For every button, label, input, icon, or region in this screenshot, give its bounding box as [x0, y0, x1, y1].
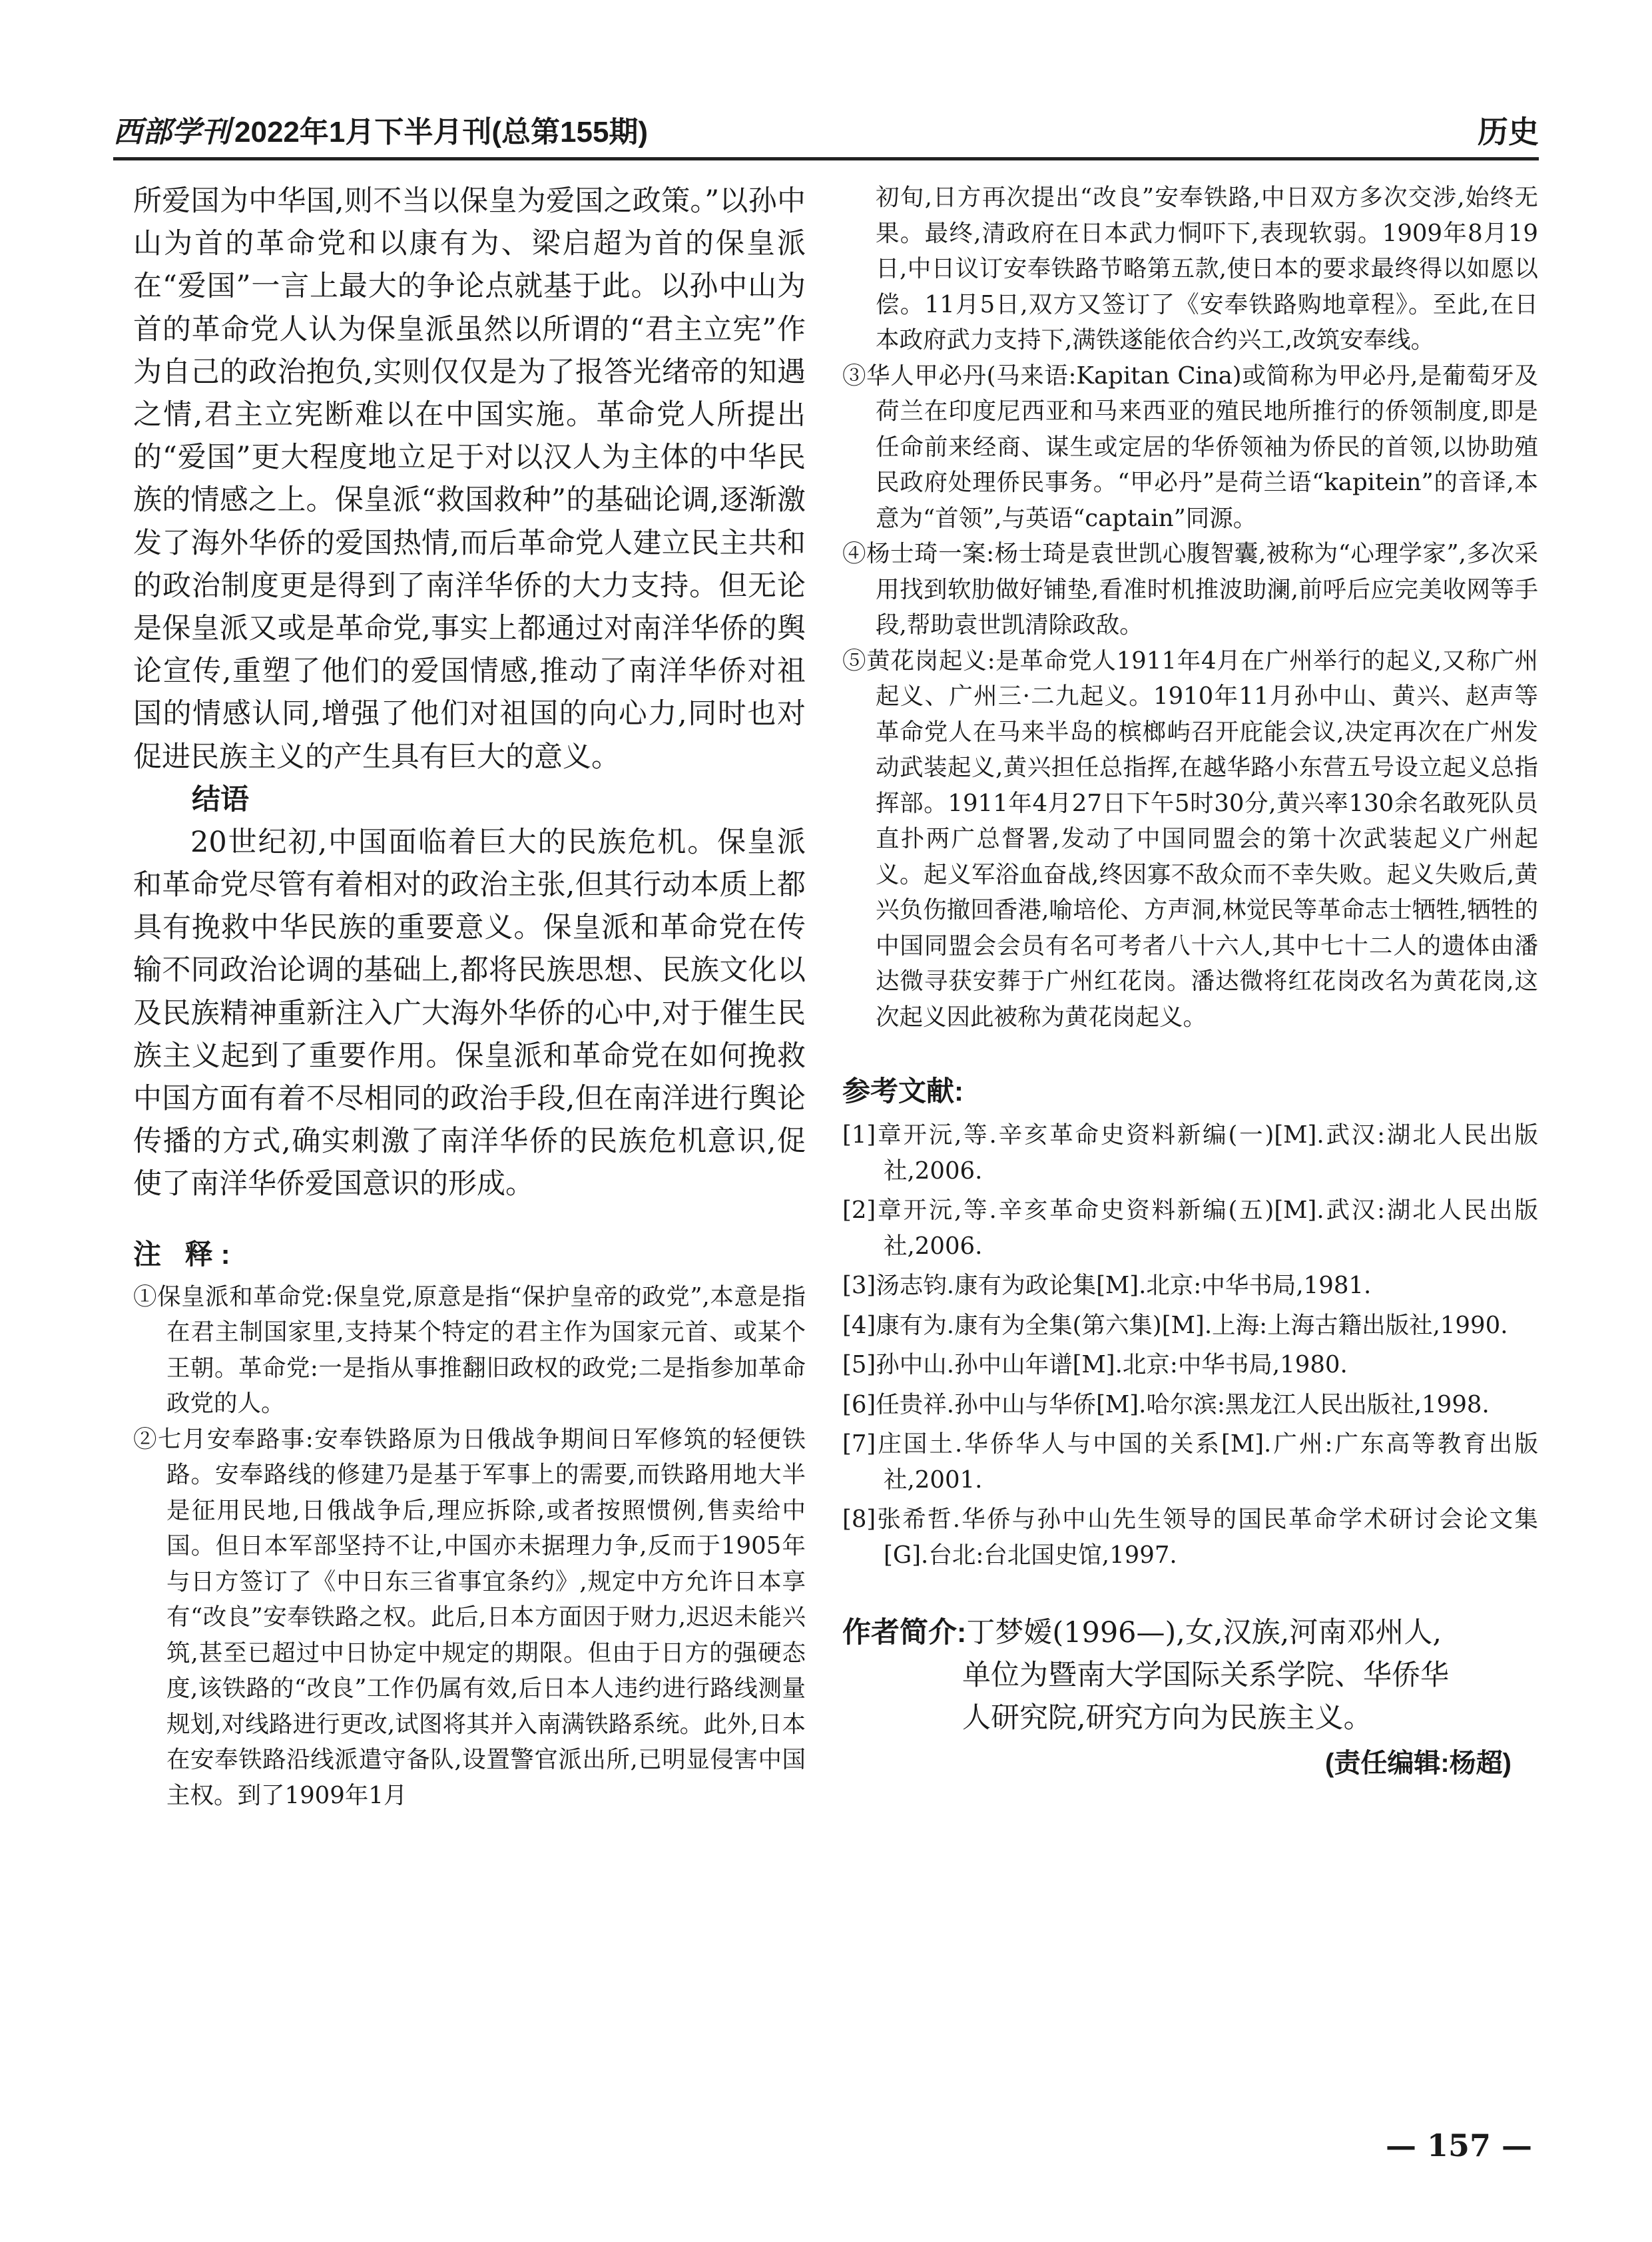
editor-credit: (责任编辑:杨超)	[1325, 1749, 1512, 1778]
note-item: ⑤黄花岗起义:是革命党人1911年4月在广州举行的起义,又称广州起义、广州三·二九起义。1910年11月孙中山、黄兴、赵声等革命党人在马来半岛的槟榔屿召开庇能会议,决定再次在广州发动武装起义,黄兴担任总指挥,在越华路小东营五号设立起义总指挥部。1911年4月27日下午5时30分,黄兴率130余名敢死队员直扑两广总督署,发动了中国同盟会的第十次武装起义广州起义。起义军浴血奋战,终因寡不敌众而不幸失败。起义失败后,黄兴负伤撤回香港,喻培伦、方声洞,林觉民等革命志士牺牲,牺牲的中国同盟会会员有名可考者八十六人,其中七十二人的遗体由潘达微寻获安葬于广州红花岗。潘达微将红花岗改名为黄花岗,这次起义因此被称为黄花岗起义。	[842, 647, 1538, 1031]
conclusion-heading: 结语	[192, 782, 249, 816]
notes-title: 注 释:	[133, 1238, 238, 1270]
author-line: 单位为暨南大学国际关系学院、华侨华	[962, 1659, 1449, 1692]
note-item: ④杨士琦一案:杨士琦是袁世凯心腹智囊,被称为“心理学家”,多次采用找到软肋做好铺垫,看准时机推波助澜,前呼后应完美收网等手段,帮助袁世凯清除政敌。	[842, 540, 1538, 639]
conclusion-paragraph: 20世纪初,中国面临着巨大的民族危机。保皇派和革命党尽管有着相对的政治主张,但其行动本质上都具有挽救中华民族的重要意义。保皇派和革命党在传输不同政治论调的基础上,都将民族思想、民族文化以及民族精神重新注入广大海外华侨的心中,对于催生民族主义起到了重要作用。保皇派和革命党在如何挽救中国方面有着不尽相同的政治手段,但在南洋进行舆论传播的方式,确实刺激了南洋华侨的民族危机意识,促使了南洋华侨爱国意识的形成。	[133, 825, 806, 1201]
reference-item: [8]张希哲.华侨与孙中山先生领导的国民革命学术研讨会论文集[G].台北:台北国史馆,1997.	[842, 1506, 1538, 1569]
reference-item: [4]康有为.康有为全集(第六集)[M].上海:上海古籍出版社,1990.	[842, 1311, 1508, 1339]
author-line: 丁梦嫒(1996—),女,汉族,河南邓州人,	[966, 1616, 1442, 1649]
reference-item: [7]庄国土.华侨华人与中国的关系[M].广州:广东高等教育出版社,2001.	[842, 1430, 1538, 1494]
references-title: 参考文献:	[842, 1075, 964, 1107]
note-item: ②七月安奉路事:安奉铁路原为日俄战争期间日军修筑的轻便铁路。安奉路线的修建乃是基于军事上的需要,而铁路用地大半是征用民地,日俄战争后,理应拆除,或者按照惯例,售卖给中国。但日本军部坚持不让,中国亦未据理力争,反而于1905年与日方签订了《中日东三省事宜条约》,规定中方允许日本享有“改良”安奉铁路之权。此后,日本方面因于财力,迟迟未能兴筑,甚至已超过中日协定中规定的期限。但由于日方的强硬态度,该铁路的“改良”工作仍属有效,后日本人违约进行路线测量规划,对线路进行更改,试图将其并入南满铁路系统。此外,日本在安奉铁路沿线派遣守备队,设置警官派出所,已明显侵害中国主权。到了1909年1月	[133, 1425, 806, 1809]
right-column	[842, 180, 1538, 2058]
reference-item: [2]章开沅,等.辛亥革命史资料新编(五)[M].武汉:湖北人民出版社,2006.	[842, 1197, 1538, 1260]
note-item: ①保皇派和革命党:保皇党,原意是指“保护皇帝的政党”,本意是指在君主制国家里,支持某个特定的君主作为国家元首、或某个王朝。革命党:一是指从事推翻旧政权的政党;二是指参加革命政党的人。	[133, 1282, 806, 1418]
issue-info: 2022年1月下半月刊(总第155期)	[234, 116, 649, 148]
section-label: 历史	[1478, 115, 1539, 149]
note-item: ③华人甲必丹(马来语:Kapitan Cina)或简称为甲必丹,是葡萄牙及荷兰在印度尼西亚和马来西亚的殖民地所推行的侨领制度,即是任命前来经商、谋生或定居的华侨领袖为侨民的首领,以协助殖民政府处理侨民事务。“甲必丹”是荷兰语“kapitein”的音译,本意为“首领”,与英语“captain”同源。	[842, 362, 1538, 532]
reference-item: [5]孙中山.孙中山年谱[M].北京:中华书局,1980.	[842, 1351, 1348, 1378]
journal-logo: 西部学刊	[113, 115, 230, 149]
note-continued: 初旬,日方再次提出“改良”安奉铁路,中日双方多次交涉,始终无果。最终,清政府在日本武力恫吓下,表现软弱。1909年8月19日,中日议订安奉铁路节略第五款,使日本的要求最终得以如愿以偿。11月5日,双方又签订了《安奉铁路购地章程》。至此,在日本政府武力支持下,满铁遂能依合约兴工,改筑安奉线。	[876, 184, 1538, 354]
reference-item: [1]章开沅,等.辛亥革命史资料新编(一)[M].武汉:湖北人民出版社,2006.	[842, 1121, 1538, 1185]
reference-item: [3]汤志钧.康有为政论集[M].北京:中华书局,1981.	[842, 1272, 1372, 1299]
header-rule	[113, 157, 1539, 160]
journal-title	[113, 108, 648, 150]
author-label: 作者简介:	[842, 1617, 967, 1649]
body-paragraph: 所爱国为中华国,则不当以保皇为爱国之政策。”以孙中山为首的革命党和以康有为、梁启超为首的保皇派在“爱国”一言上最大的争论点就基于此。以孙中山为首的革命党人认为保皇派虽然以所谓的“君主立宪”作为自己的政治抱负,实则仅仅是为了报答光绪帝的知遇之情,君主立宪断难以在中国实施。革命党人所提出的“爱国”更大程度地立足于对以汉人为主体的中华民族的情感之上。保皇派“救国救种”的基础论调,逐渐激发了海外华侨的爱国热情,而后革命党人建立民主共和的政治制度更是得到了南洋华侨的大力支持。但无论是保皇派又或是革命党,事实上都通过对南洋华侨的舆论宣传,重塑了他们的爱国情感,推动了南洋华侨对祖国的情感认同,增强了他们对祖国的向心力,同时也对促进民族主义的产生具有巨大的意义。	[133, 184, 806, 774]
page-header	[113, 108, 1539, 154]
page-number: — 157 —	[1385, 2127, 1532, 2163]
author-line: 人研究院,研究方向为民族主义。	[962, 1701, 1372, 1735]
left-column	[133, 180, 806, 2111]
reference-item: [6]任贵祥.孙中山与华侨[M].哈尔滨:黑龙江人民出版社,1998.	[842, 1390, 1490, 1418]
author-bio	[842, 1611, 1538, 1739]
